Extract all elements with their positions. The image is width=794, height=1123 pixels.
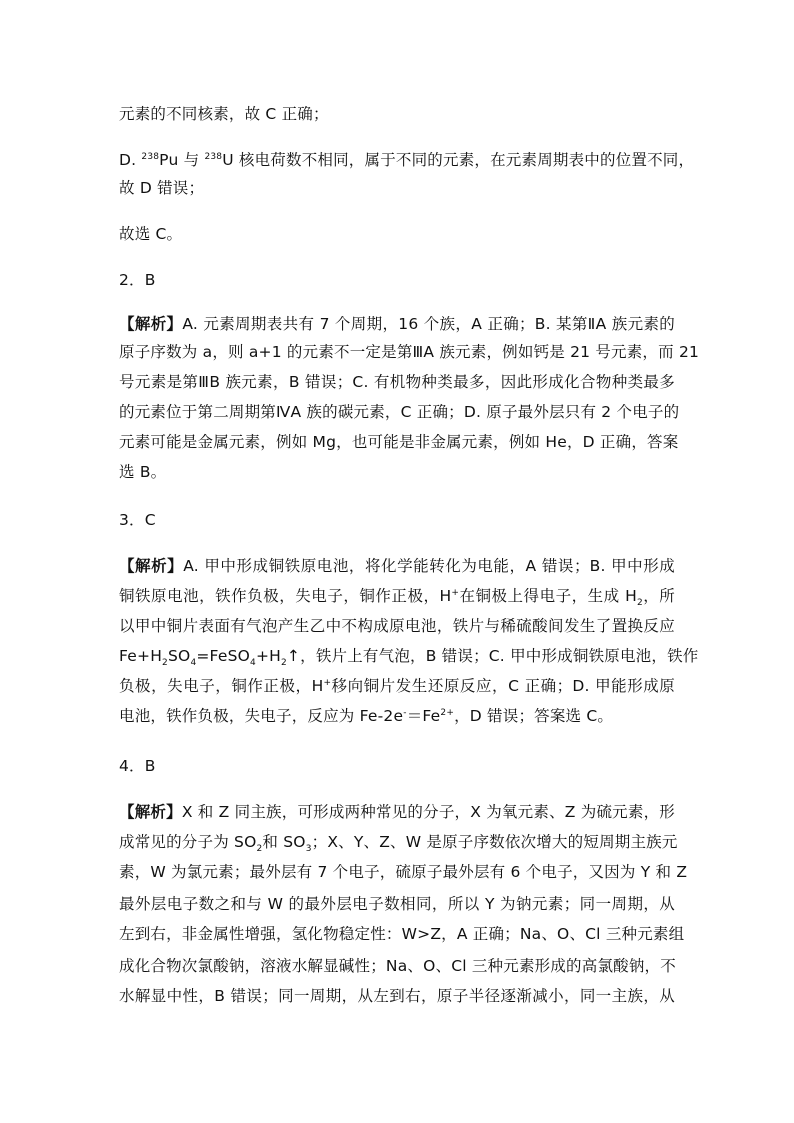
text-line: 【解析】X 和 Z 同主族，可形成两种常见的分子，X 为氧元素、Z 为硫元素，形	[119, 803, 675, 821]
text-line: 成常见的分子为 $SO_2$和 $SO_3$；X、Y、Z、W 是原子序数依次增大的短周期主族元	[119, 833, 678, 855]
question-number: 4．B	[119, 757, 156, 775]
text-line: 左到右，非金属性增强，氢化物稳定性：W>Z，A 正确；Na、O、Cl 三种元素组	[119, 925, 685, 943]
text-line: $Fe+H_2SO_4=FeSO_4+H_2↑$，铁片上有气泡，B 错误；C. 甲中形成铜铁原电池，铁作	[119, 647, 699, 669]
analysis-tag: 【解析】	[119, 803, 182, 821]
question-number: 3．C	[119, 511, 156, 529]
text-line: 元素可能是金属元素，例如 Mg，也可能是非金属元素，例如 He，D 正确，答案	[119, 433, 679, 451]
question-number: 2．B	[119, 271, 156, 289]
text-line: 水解显中性，B 错误；同一周期，从左到右，原子半径逐渐减小，同一主族，从	[119, 987, 675, 1005]
text-line: 元素的不同核素，故 C 正确；	[119, 105, 329, 123]
text-line: 【解析】A. 元素周期表共有 7 个周期，16 个族，A 正确；B. 某第ⅡA 族元素的	[119, 315, 675, 333]
analysis-tag: 【解析】	[119, 557, 184, 575]
text-line: 最外层电子数之和与 W 的最外层电子数相同，所以 Y 为钠元素；同一周期，从	[119, 895, 675, 913]
text-line: 故 D 错误；	[119, 179, 205, 197]
analysis-tag: 【解析】	[119, 315, 183, 333]
text-line: 的元素位于第二周期第ⅣA 族的碳元素，C 正确；D. 原子最外层只有 2 个电子的	[119, 403, 680, 421]
text-line: 【解析】A. 甲中形成铜铁原电池，将化学能转化为电能，A 错误；B. 甲中形成	[119, 557, 675, 575]
text-line: 成化合物次氯酸钠，溶液水解显碱性；Na、O、Cl 三种元素形成的高氯酸钠，不	[119, 957, 676, 975]
text-line: 电池，铁作负极，失电子，反应为 $Fe-2e^-=Fe^{2+}$，D 错误；答案选 C。	[119, 707, 614, 725]
text-line: 选 B。	[119, 463, 167, 481]
text-line: 以甲中铜片表面有气泡产生乙中不构成原电池，铁片与稀硫酸间发生了置换反应	[119, 617, 675, 635]
text-line: 号元素是第ⅢB 族元素，B 错误；C. 有机物种类最多，因此形成化合物种类最多	[119, 373, 675, 391]
text-line: 素，W 为氯元素；最外层有 7 个电子，硫原子最外层有 6 个电子，又因为 Y 和 Z	[119, 863, 688, 881]
text-line: 故选 C。	[119, 225, 183, 243]
text-line: D. $^{238}$Pu 与 $^{238}$U 核电荷数不相同，属于不同的元素，在元素周期表中的位置不同，	[119, 151, 695, 169]
text-line: 铜铁原电池，铁作负极，失电子，铜作正极，H+在铜极上得电子，生成 $H_2$，所	[119, 587, 676, 609]
text-line: 原子序数为 a，则 a+1 的元素不一定是第ⅢA 族元素，例如钙是 21 号元素，而 21	[119, 343, 700, 361]
text-line: 负极，失电子，铜作正极，H+移向铜片发生还原反应，C 正确；D. 甲能形成原	[119, 677, 675, 695]
